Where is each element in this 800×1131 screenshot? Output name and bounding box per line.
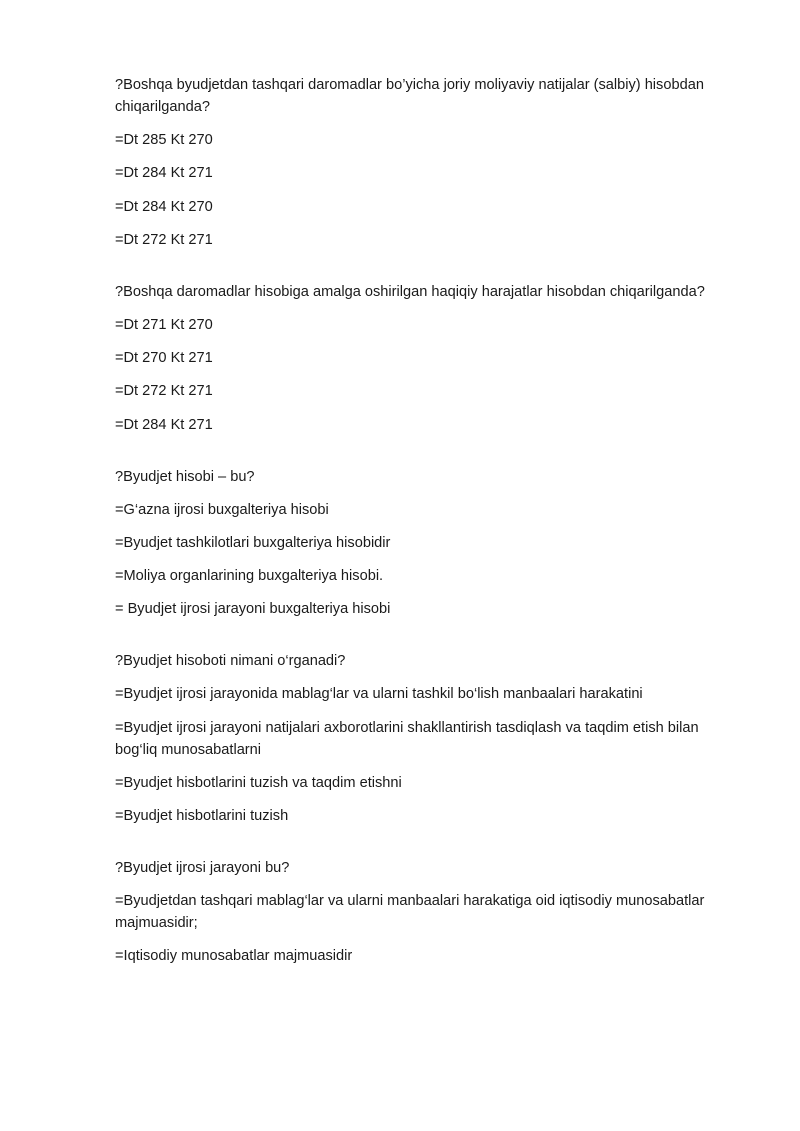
answer-option: =G‘azna ijrosi buxgalteriya hisobi — [115, 501, 329, 518]
answer-option: =Byudjet hisbotlarini tuzish — [115, 808, 289, 824]
answer-option: =Dt 272 Kt 271 — [115, 383, 213, 400]
question-text: ?Byudjet ijrosi jarayoni bu? — [115, 860, 290, 876]
question-text: ?Boshqa daromadlar hisobiga amalga oshirilgan haqiqiy harajatlar hisobdan chiqarilganda? — [115, 283, 705, 300]
answer-option: = Byudjet ijrosi jarayoni buxgalteriya hisobi — [115, 601, 391, 618]
question-text: ?Boshqa byudjetdan tashqari daromadlar bo’yicha joriy moliyaviy natijalar (salbiy) hisobdan chiqarilganda? — [115, 77, 704, 115]
question-block — [115, 281, 720, 436]
answer-option: =Byudjet hisbotlarini tuzish va taqdim etishni — [115, 774, 402, 791]
answer-option: =Dt 284 Kt 270 — [115, 198, 213, 215]
answer-option: =Iqtisodiy munosabatlar majmuasidir — [115, 948, 353, 965]
answer-option: =Moliya organlarining buxgalteriya hisobi. — [115, 568, 384, 585]
answer-option: =Dt 272 Kt 271 — [115, 231, 213, 248]
answer-option: =Dt 270 Kt 271 — [115, 350, 213, 367]
question-text: ?Byudjet hisoboti nimani o‘rganadi? — [115, 653, 346, 670]
question-block — [115, 650, 720, 827]
answer-option: =Dt 284 Kt 271 — [115, 165, 213, 182]
answer-option: =Byudjet tashkilotlari buxgalteriya hisobidir — [115, 534, 391, 551]
answer-option: =Byudjet ijrosi jarayoni natijalari axborotlarini shakllantirish tasdiqlash va taqdim etish bilan bog‘liq munosabatlarni — [115, 719, 699, 758]
answer-option: =Dt 271 Kt 270 — [115, 316, 213, 333]
answer-option: =Dt 284 Kt 271 — [115, 416, 213, 433]
answer-option: =Byudjetdan tashqari mablag‘lar va ularni manbaalari harakatiga oid iqtisodiy munosabatlar majmuasidir; — [115, 893, 705, 932]
question-block — [115, 857, 720, 967]
question-text: ?Byudjet hisobi – bu? — [115, 468, 255, 485]
answer-option: =Byudjet ijrosi jarayonida mablag‘lar va ularni tashkil bo‘lish manbaalari harakatini — [115, 686, 643, 703]
question-block — [115, 466, 720, 621]
answer-option: =Dt 285 Kt 270 — [115, 132, 213, 149]
question-block — [115, 74, 720, 251]
